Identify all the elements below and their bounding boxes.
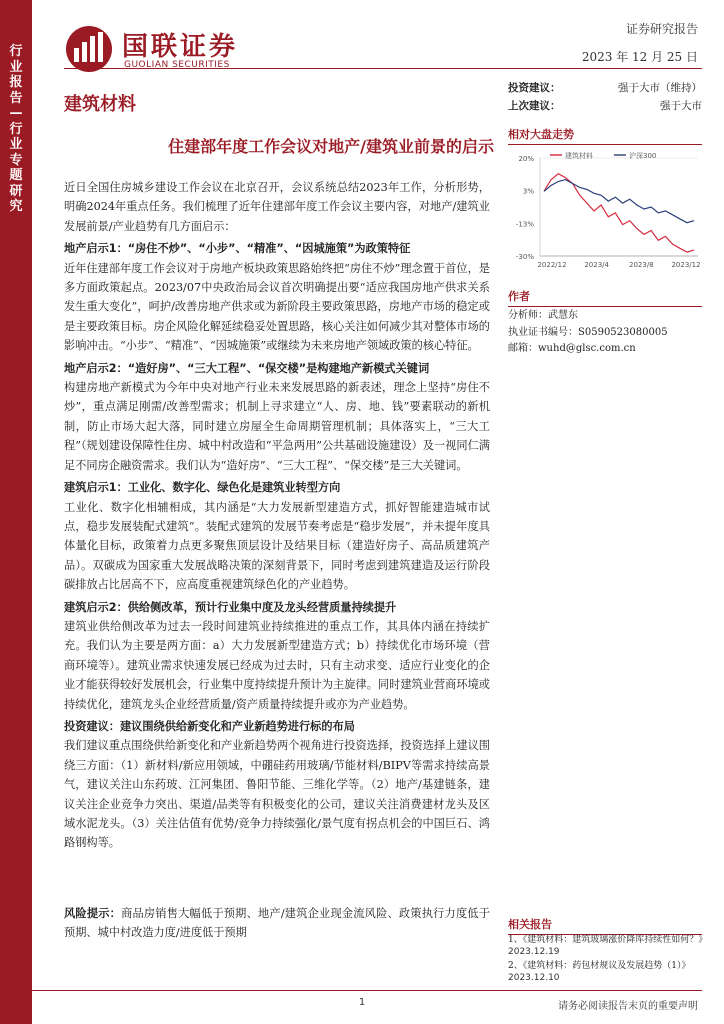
section-heading: 建筑启示2：供给侧改革，预计行业集中度及龙头经营质量持续提升 xyxy=(64,600,397,614)
footer-disclaimer: 请务必阅读报告末页的重要声明 xyxy=(558,1001,698,1012)
related-reports xyxy=(508,934,708,986)
header-divider xyxy=(64,68,702,69)
series-line xyxy=(544,174,694,252)
rating-box xyxy=(508,78,702,114)
report-body xyxy=(64,178,490,853)
section-heading: 投资建议：建议围绕供给新变化和产业新趋势进行标的布局 xyxy=(64,719,355,733)
relative-performance-chart xyxy=(504,148,704,272)
rating-current-row xyxy=(508,78,702,96)
document-type: 证券研究报告 xyxy=(625,22,698,36)
x-tick-labels xyxy=(537,261,700,269)
x-tick-label: 2023/4 xyxy=(584,261,609,269)
page-number: 1 xyxy=(358,997,366,1008)
y-tick-label: 20% xyxy=(518,155,534,163)
section-paragraph: 工业化、数字化相辅相成，其内涵是“大力发展新型建造方式，抓好智能建造城市试点，稳步发展装配式建筑”。装配式建筑的发展节奏考虑是“稳步发展”，并未提年度具体量化目标，政策着力点更多聚焦顶层设计及结果目标（建造好房子、高品质建筑产品）。双碳成为国家重大发展战略决策的深刻背景下，同时考虑到建筑建造及运行阶段碳排放占比居高不下，应高度重视建筑绿色化的产业趋势。 xyxy=(64,500,490,592)
footer-divider xyxy=(22,990,702,991)
rating-previous-label: 上次建议： xyxy=(508,99,561,112)
cert-row xyxy=(508,325,708,342)
y-tick-label: -13% xyxy=(515,220,534,229)
y-tick-label: -30% xyxy=(515,253,534,261)
analyst-name: 武慧东 xyxy=(548,310,578,321)
section-paragraph: 我们建议重点围绕供给新变化和产业新趋势两个视角进行投资选择，投资选择上建议围绕三方面：（1）新材料/新应用领域，中硼硅药用玻璃/节能材料/BIPV等需求持续高景气，建议关注山东药玻、江河集团、鲁阳节能、三维化学等。（2）地产/基建链条，建议关注企业竞争力突出、渠道/品类等有积极变化的公司，建议关注消费建材龙头及区域水泥龙头。（3）关注估值有优势/竞争力持续强化/景气度有拐点机会的中国巨石、鸿路钢构等。 xyxy=(64,739,490,850)
email-label: 邮箱： xyxy=(508,343,538,354)
report-category-vertical: 行业报告—行业专题研究 xyxy=(9,44,23,214)
intro-paragraph: 近日全国住房城乡建设工作会议在北京召开，会议系统总结2023年工作，分析形势，明确2024年重点任务。我们梳理了近年住建部年度工作会议主要内容，对地产/建筑业发展前景/产业趋势有几方面启示： xyxy=(64,181,490,233)
chart-legend xyxy=(550,151,656,160)
x-tick-label: 2023/12 xyxy=(671,261,701,269)
rating-current-value: 强于大市（维持） xyxy=(618,81,702,94)
related-report-date: 2023.12.19 xyxy=(508,947,560,957)
section-paragraph: 构建房地产新模式为今年中央对地产行业未来发展思路的新表述，理念上坚持“房住不炒”，重点满足刚需/改善型需求；机制上寻求建立“人、房、地、钱”要素联动的新机制，防止市场大起大落，同时建立房屋全生命周期管理机制；具体落实上，“三大工程”（规划建设保障性住房、城中村改造和“平急两用”公共基础设施建设）及一视同仁满足不同房企融资需求。我们认为“造好房”、“三大工程”、“保交楼”是三大关键词。 xyxy=(64,381,490,472)
analyst-row xyxy=(508,308,708,325)
section-heading: 建筑启示1：工业化、数字化、绿色化是建筑业转型方向 xyxy=(64,481,341,495)
risk-text: 商品房销售大幅低于预期、地产/建筑企业现金流风险、政策执行力度低于预期、城中村改造力度/进度低于预期 xyxy=(64,907,490,940)
cert-number: S0590523080005 xyxy=(578,326,668,338)
y-tick-labels xyxy=(516,155,534,261)
related-report-title[interactable]: 2、《建筑材料：药包材规议及发展趋势（1）》 xyxy=(508,961,691,971)
related-report-title[interactable]: 1、《建筑材料：建筑玻璃涨价降库持续性如何？》 xyxy=(508,935,708,945)
rating-current-label: 投资建议： xyxy=(508,81,561,94)
chart-series xyxy=(544,174,694,252)
rating-previous-row xyxy=(508,96,702,114)
section-heading: 地产启示2：“造好房”、“三大工程”、“保交楼”是构建地产新模式关键词 xyxy=(64,361,430,375)
left-side-band xyxy=(0,0,32,1024)
logo-name-cn: 国联证券 xyxy=(122,32,239,62)
report-date: 2023 年 12 月 25 日 xyxy=(581,50,698,64)
analyst-label: 分析师： xyxy=(508,310,548,321)
legend-label: 沪深300 xyxy=(629,152,657,160)
section-paragraph: 近年住建部年度工作会议对于房地产板块政策思路始终把“房住不炒”理念置于首位，是多方面政策起点。2023/07中央政治局会议首次明确提出要“适应我国房地产供求关系发生重大变化”，呵护/改善房地产供求或为新阶段主要政策思路，房地产市场的稳定或是主要政策目标。房企风险化解延续稳妥处置思路，核心关注如何减少其对整体市场的影响冲击。“小步”、“精准”、“因城施策”或继续为未来房地产领域政策的核心特征。 xyxy=(64,261,490,353)
rating-previous-value: 强于大市 xyxy=(660,99,702,112)
author-heading: 作者 xyxy=(508,288,702,307)
risk-label: 风险提示： xyxy=(64,907,122,920)
guolian-logo-icon xyxy=(64,24,114,74)
report-title: 住建部年度工作会议对地产/建筑业前景的启示 xyxy=(168,137,494,156)
related-report-date: 2023.12.10 xyxy=(508,973,560,983)
x-tick-label: 2022/12 xyxy=(537,261,567,269)
y-tick-label: 3% xyxy=(522,187,534,196)
industry-name: 建筑材料 xyxy=(64,94,136,115)
section-paragraph: 建筑业供给侧改革为过去一段时间建筑业持续推进的重点工作，其具体内涵在持续扩充。我们认为主要是两方面：a）大力发展新型建造方式；b）持续优化市场环境（营商环境等）。建筑业需求快速发展已经成为过去时，只有主动求变、适应行业变化的企业才能获得较好发展机会，行业集中度持续提升预计为主旋律。同时建筑业营商环境或持续优化，建筑龙头企业经营质量/资产质量持续提升或亦为产业趋势。 xyxy=(64,619,490,711)
legend-label: 建筑材料 xyxy=(565,152,593,160)
logo-name-en: GUOLIAN SECURITIES xyxy=(124,60,230,70)
section-heading: 地产启示1：“房住不炒”、“小步”、“精准”、“因城施策”为政策特征 xyxy=(64,242,411,256)
author-info xyxy=(508,308,708,358)
related-heading: 相关报告 xyxy=(508,916,702,935)
chart-heading: 相对大盘走势 xyxy=(508,126,702,145)
series-line xyxy=(544,180,694,223)
cert-label: 执业证书编号： xyxy=(508,326,578,338)
email-link[interactable]: wuhd@glsc.com.cn xyxy=(538,343,636,354)
risk-warning xyxy=(64,904,490,943)
email-row xyxy=(508,341,708,358)
x-tick-label: 2023/8 xyxy=(629,261,654,269)
